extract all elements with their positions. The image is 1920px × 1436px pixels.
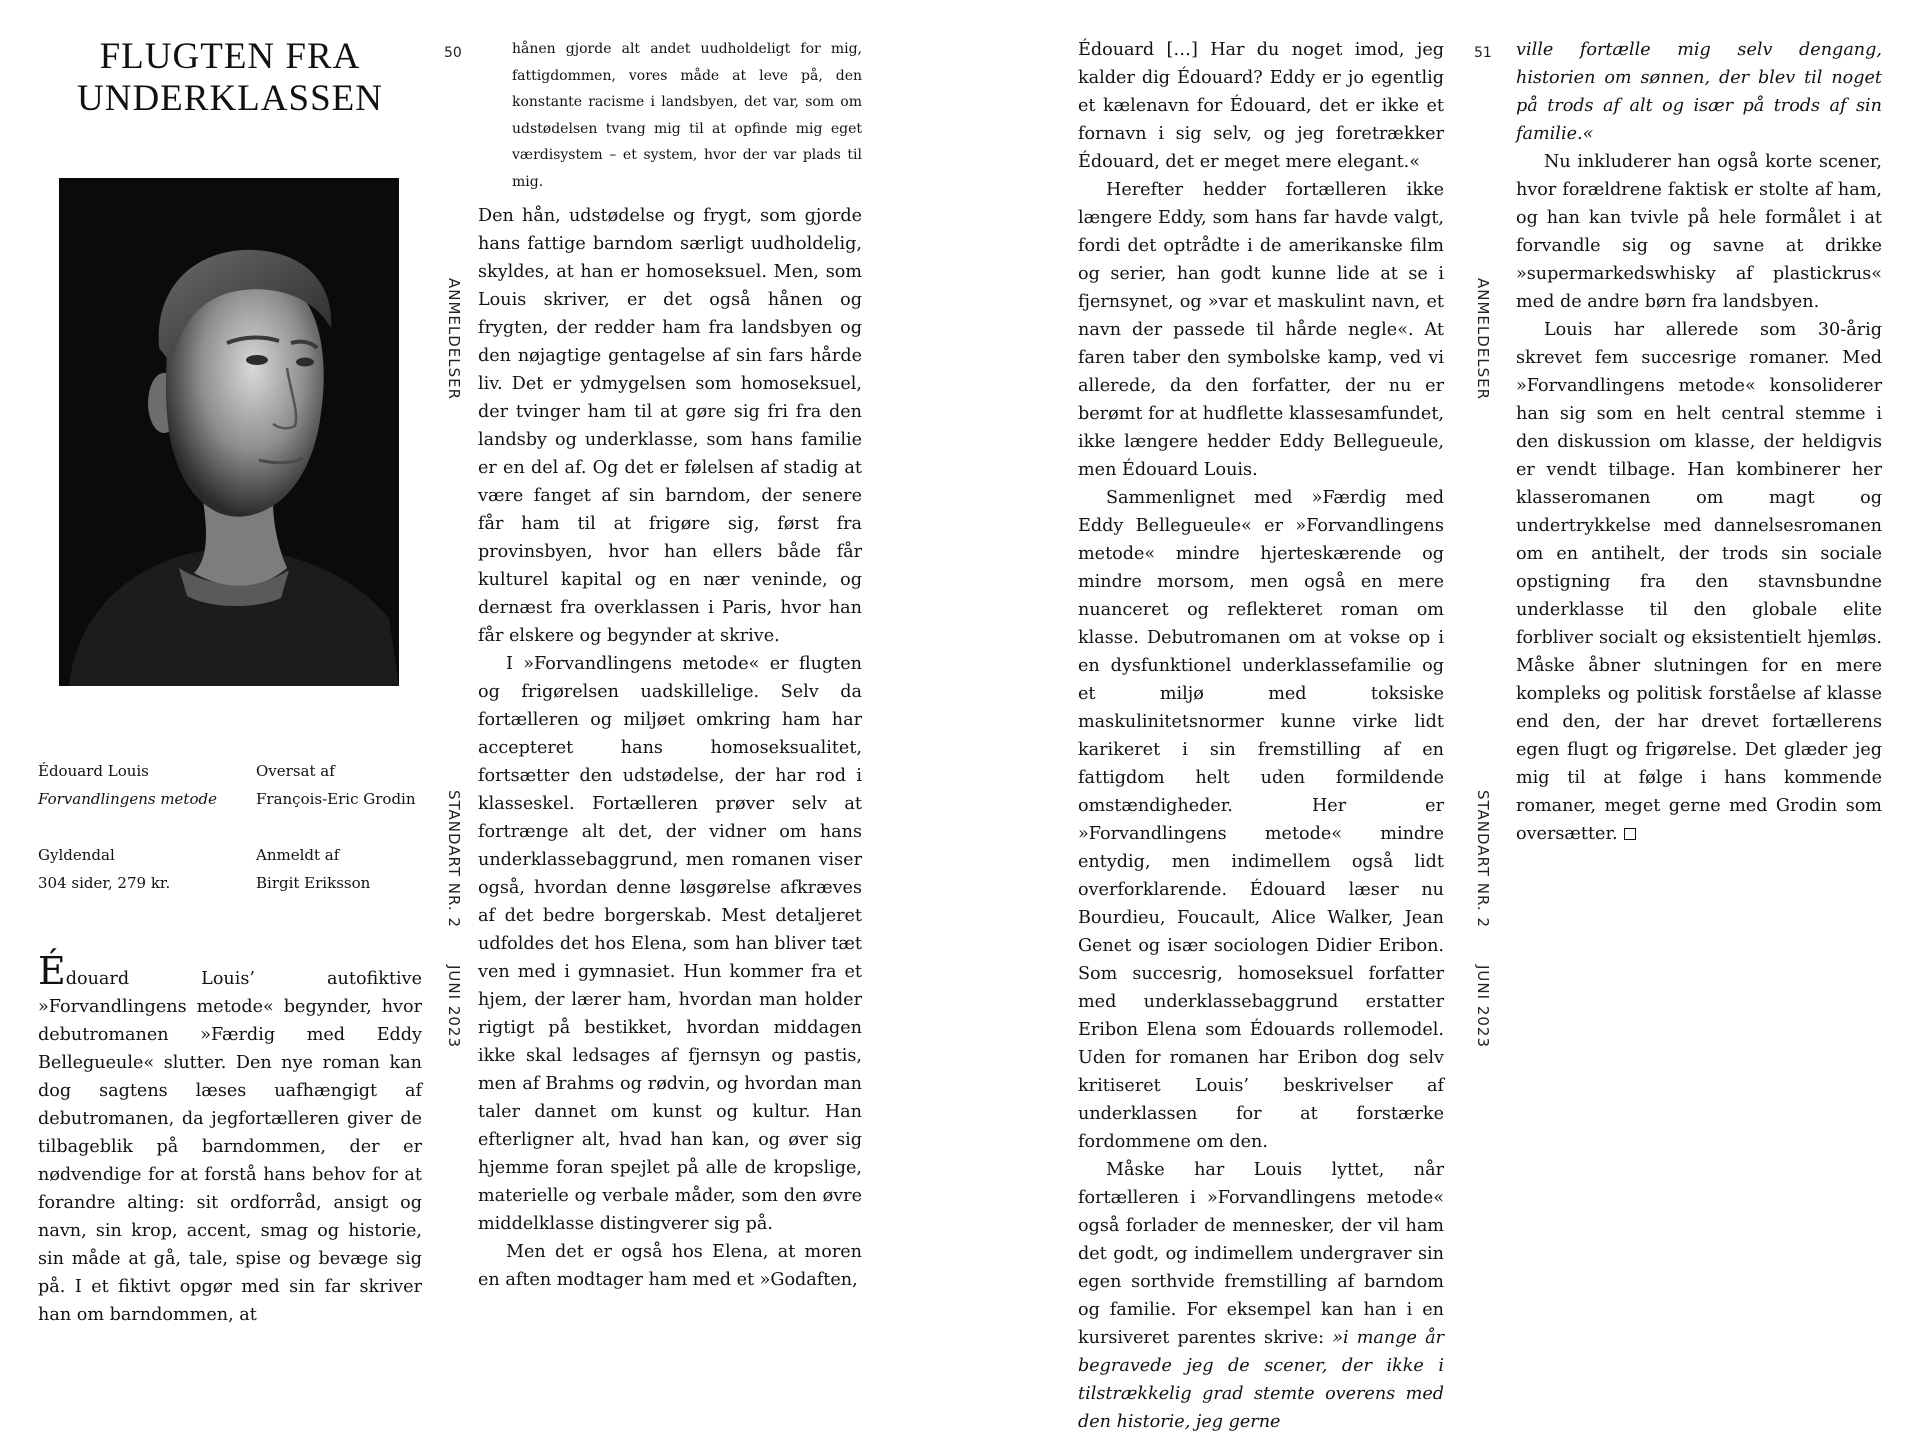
running-head-date-right: JUNI 2023 xyxy=(1474,965,1492,1048)
book-title: Forvandlingens metode xyxy=(38,790,217,808)
rcol1-paragraph-4-italic: »i mange år begravede jeg de scener, der ikke i tilstrækkelig grad stemte overens med den historie, jeg gerne xyxy=(1078,1328,1444,1432)
drop-cap: É xyxy=(38,949,66,993)
pull-quote xyxy=(512,36,862,195)
reviewer-label: Anmeldt af xyxy=(256,846,340,864)
rcol2-paragraph-3-text: Louis har allerede som 30-årig skrevet fem succesrige romaner. Med »Forvandlingens metode« konsoliderer han sig som en helt central stemme i den diskussion om klasse, der heldigvis er vendt tilbage. Han kombinerer her klasseromanen om magt og undertrykkelse med dannelsesromanen om en antihelt, der trods sin sociale opstigning fra den stavnsbundne underklasse til den globale elite forbliver socialt og eksistentielt hjemløs. Måske åbner slutningen for en mere kompleks og politisk forståelse af klasse end den, der har drevet fortællerens egen flugt og frigørelse. Det glæder jeg mig til at følge i hans kommende romaner, meget gerne med Grodin som oversætter. xyxy=(1516,320,1882,844)
col2-paragraph-2: I »Forvandlingens metode« er flugten og frigørelsen uadskillelige. Selv da fortælleren og miljøet omkring ham har accepteret hans homoseksualitet, fortsætter den udstødelse, der har rod i klasseskel. Fortælleren prøver selv at fortrænge alt det, der vidner om hans underklassebaggrund, men romanen viser også, hvordan denne løsgørelse afkræves af det bedre borgerskab. Mest detaljeret udfoldes det hos Elena, som han bliver tæt ven med i gymnasiet. Hun kommer fra et hjem, der lærer ham, hvordan man holder rigtigt på bestikket, hvordan middagen ikke skal ledsages af fjernsyn og pastis, men af Brahms og rødvin, og hvordan man taler dannet om kunst og kultur. Han efterligner alt, hvad han kan, og øver sig hjemme foran spejlet på alle de kropslige, materielle og verbale måder, som den øvre middelklasse distingverer sig på. xyxy=(478,654,862,1234)
publisher: Gyldendal xyxy=(38,846,115,864)
book-meta-reviewer xyxy=(256,841,370,897)
col2-paragraph-1: Den hån, udstødelse og frygt, som gjorde hans fattige barndom særligt uudholdelig, skyldes, at han er homoseksuel. Men, som Louis skriver, er det også hånen og frygten, der redder ham fra landsbyen og den nøjagtige gentagelse af sin fars hårde liv. Det er ydmygelsen som homoseksuel, der tvinger ham til at gøre sig fri fra den landsby og underklasse, som hans familie er en del af. Og det er følelsen af stadig at være fanget af sin barndom, der senere får ham til at frigøre sig, først fra provinsbyen, hvor han ellers både får kulturel kapital og en nær veninde, og dernæst fra overklassen i Paris, hvor han får elskere og begynder at skrive. xyxy=(478,206,862,646)
pull-quote-text: hånen gjorde alt andet uudholdeligt for mig, fattigdommen, vores måde at leve på, den konstante racisme i landsbyen, det var, som om udstødelsen tvang mig til at opfinde mig eget værdisystem – et system, hvor der var plads til mig. xyxy=(512,41,862,190)
running-head-section-right: ANMELDELSER xyxy=(1474,278,1492,401)
book-meta-left xyxy=(38,757,217,813)
translator-label: Oversat af xyxy=(256,762,335,780)
running-head-issue-left: STANDART NR. 2 xyxy=(445,790,463,928)
rcol2-paragraph-1: ville fortælle mig selv dengang, historien om sønnen, der blev til noget på trods af alt og især på trods af sin familie.« xyxy=(1516,40,1882,144)
rcol1-paragraph-4 xyxy=(1078,1156,1444,1436)
right-column-2 xyxy=(1516,36,1882,848)
reviewer-name: Birgit Eriksson xyxy=(256,874,371,892)
running-head-section-left: ANMELDELSER xyxy=(445,278,463,401)
rcol1-paragraph-4-text: Måske har Louis lyttet, når fortælleren i »Forvandlingens metode« også forlader de mennesker, der vil ham det godt, og indimellem undergraver sin egen sorthvide fremstilling af barndom og familie. For eksempel kan han i en kursiveret parentes skrive: xyxy=(1078,1160,1444,1348)
title-line-2: UNDERKLASSEN xyxy=(77,78,383,119)
rcol1-paragraph-1: Édouard […] Har du noget imod, jeg kalder dig Édouard? Eddy er jo egentlig et kælenavn for Édouard, det er ikke et fornavn i sig selv, og jeg foretrækker Édouard, det er meget mere elegant.« xyxy=(1078,40,1444,172)
book-author: Édouard Louis xyxy=(38,762,149,780)
end-of-article-square-icon xyxy=(1624,828,1636,840)
right-column-1 xyxy=(1078,36,1444,1436)
intro-text: douard Louis’ autofiktive »Forvandlingens metode« begynder, hvor debutromanen »Færdig med Eddy Bellegueule« slutter. Den nye roman kan dog sagtens læses uafhængigt af debutromanen, da jegfortælleren giver de tilbageblik på barndommen, der er nødvendige for at forstå hans behov for at forandre alting: sit ordforråd, ansigt og navn, sin krop, accent, smag og historie, sin måde at gå, tale, spise og bevæge sig på. I et fiktivt opgør med sin far skriver han om barndommen, at xyxy=(38,969,422,1325)
title-line-1: FLUGTEN FRA xyxy=(99,36,361,77)
translator-name: François-Eric Grodin xyxy=(256,790,416,808)
rcol1-paragraph-3: Sammenlignet med »Færdig med Eddy Bellegueule« er »Forvandlingens metode« mindre hjerteskærende og mindre morsom, men også en mere nuanceret og reflekteret roman om klasse. Debutromanen om at vokse op i en dysfunktionel underklassefamilie og et miljø med toksiske maskulinitetsnormer kunne virke lidt karikeret i sin fremstilling af en fattigdom helt uden formildende omstændigheder. Her er »Forvandlingens metode« mindre entydig, men indimellem også lidt overforklarende. Édouard læser nu Bourdieu, Foucault, Alice Walker, Jean Genet og især sociologen Didier Eribon. Som succesrig, homoseksuel forfatter med underklassebaggrund erstatter Eribon Elena som Édouards rollemodel. Uden for romanen har Eribon dog selv kritiseret Louis’ beskrivelser af underklassen for at forstærke fordommene om den. xyxy=(1078,488,1444,1152)
rcol2-paragraph-2: Nu inkluderer han også korte scener, hvor forældrene faktisk er stolte af ham, og han kan tvivle på hele formålet i at forvandle sig og savne at drikke »supermarkedswhisky af plastickrus« med de andre børn fra landsbyen. xyxy=(1516,152,1882,312)
book-meta-translator xyxy=(256,757,416,813)
right-page xyxy=(960,0,1920,1432)
author-photo xyxy=(59,178,399,686)
page-number-left: 50 xyxy=(444,45,462,61)
rcol1-paragraph-2: Herefter hedder fortælleren ikke længere Eddy, som hans far havde valgt, fordi det optrådte i de amerikanske film og serier, han godt kunne lide at se i fjernsynet, og »var et maskulint navn, et navn der passede til hårde negle«. At faren taber den symbolske kamp, ved vi allerede, da den forfatter, der nu er berømt for at hudflette klassesamfundet, ikke længere hedder Eddy Bellegueule, men Édouard Louis. xyxy=(1078,180,1444,480)
col2-paragraph-3: Men det er også hos Elena, at moren en aften modtager ham med et »Godaften, xyxy=(478,1242,862,1290)
left-column-2 xyxy=(478,202,862,1294)
article-title xyxy=(60,36,400,120)
pages-price: 304 sider, 279 kr. xyxy=(38,874,171,892)
running-head-date-left: JUNI 2023 xyxy=(445,965,463,1048)
author-portrait-icon xyxy=(59,178,399,686)
book-meta-publisher xyxy=(38,841,170,897)
intro-paragraph xyxy=(38,949,422,1329)
left-column-1 xyxy=(38,949,422,1329)
rcol2-paragraph-3 xyxy=(1516,316,1882,848)
left-page xyxy=(0,0,960,1328)
running-head-issue-right: STANDART NR. 2 xyxy=(1474,790,1492,928)
page-number-right: 51 xyxy=(1474,45,1492,61)
